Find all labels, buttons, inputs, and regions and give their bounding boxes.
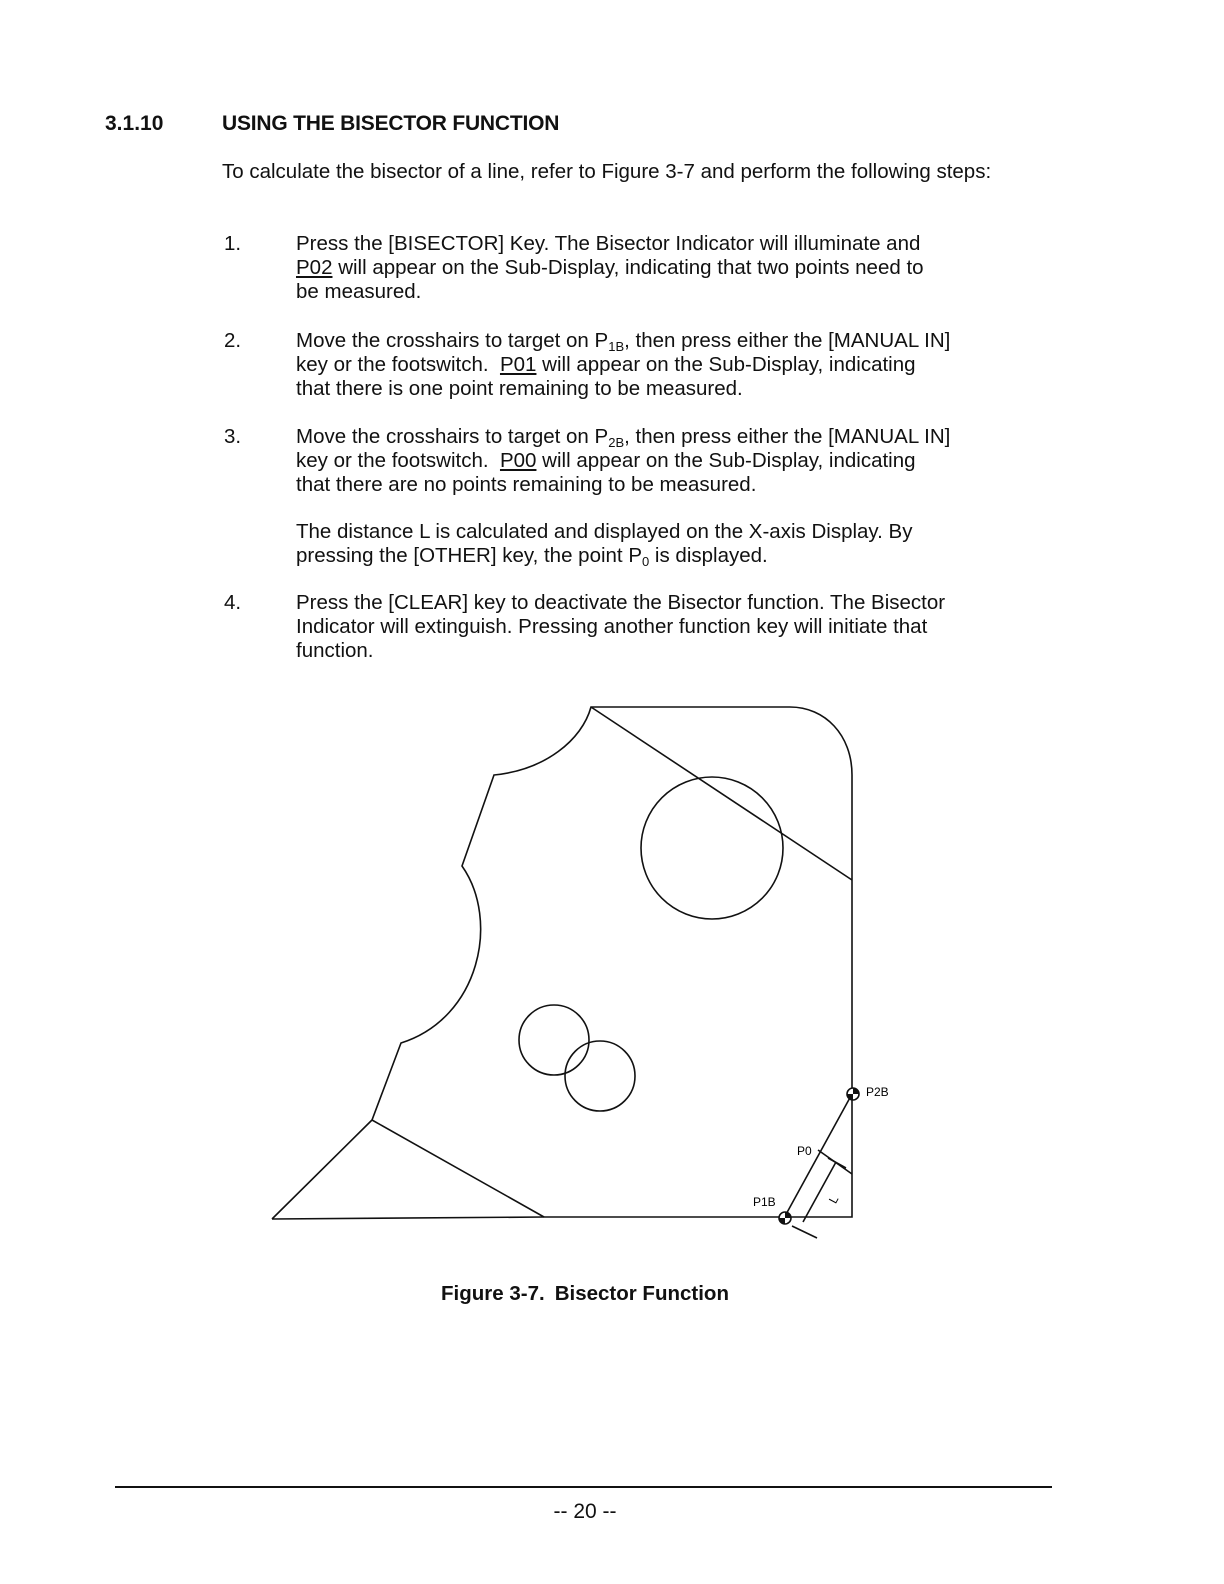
step-2-text <box>296 329 1056 401</box>
step-4-text <box>296 591 1056 663</box>
step-1-text <box>296 232 1056 304</box>
step-1-number: 1. <box>224 232 242 255</box>
step-1-line-3: be measured. <box>296 280 422 303</box>
step-2-line-1 <box>296 329 1056 353</box>
large-hole <box>641 777 783 919</box>
step-2-number: 2. <box>224 329 242 352</box>
note-line-1: The distance L is calculated and displayed on the X-axis Display. By <box>296 520 913 543</box>
step-1-line-2 <box>296 256 1056 280</box>
result-note <box>296 520 1056 568</box>
small-hole-right <box>565 1041 635 1111</box>
p2b-marker <box>847 1088 859 1100</box>
step-3-line-1-a: Move the crosshairs to target on P <box>296 425 609 448</box>
step-3-line-1-b: , then press either the [MANUAL IN] <box>624 425 951 448</box>
step-3-line-2-a: key or the footswitch. <box>296 449 489 472</box>
figure-title: Bisector Function <box>554 1282 729 1305</box>
step-3-line-2 <box>296 449 1056 473</box>
dimension-tick-bottom <box>792 1226 817 1238</box>
bisector-diagram <box>262 696 902 1256</box>
step-2-line-2-a: key or the footswitch. <box>296 353 489 376</box>
step-2-line-2-b: will appear on the Sub-Display, indicating <box>542 353 916 376</box>
p1b-marker <box>779 1212 791 1224</box>
footer-rule <box>115 1486 1052 1488</box>
step-3-line-3: that there are no points remaining to be measured. <box>296 473 757 496</box>
label-p0: P0 <box>797 1144 812 1158</box>
measured-line <box>784 1094 852 1218</box>
part-outline <box>272 707 852 1219</box>
section-number: 3.1.10 <box>105 112 164 135</box>
step-1-code: P02 <box>296 256 333 279</box>
step-3-text <box>296 425 1056 497</box>
step-2-subscript: 1B <box>608 339 625 354</box>
label-l: L <box>825 1193 842 1206</box>
step-2-line-1-a: Move the crosshairs to target on P <box>296 329 609 352</box>
small-hole-left <box>519 1005 589 1075</box>
step-1-line-1: Press the [BISECTOR] Key. The Bisector Indicator will illuminate and <box>296 232 921 255</box>
note-subscript: 0 <box>642 554 650 569</box>
step-3-line-1 <box>296 425 1056 449</box>
step-2-line-1-b: , then press either the [MANUAL IN] <box>624 329 951 352</box>
figure-caption <box>0 1282 1170 1306</box>
step-4-number: 4. <box>224 591 242 614</box>
lower-diagonal <box>372 1120 544 1217</box>
note-line-2-b: is displayed. <box>649 544 768 567</box>
step-4-line-1: Press the [CLEAR] key to deactivate the Bisector function. The Bisector <box>296 591 946 614</box>
step-4-line-3: function. <box>296 639 374 662</box>
label-p1b: P1B <box>753 1195 776 1209</box>
intro-paragraph: To calculate the bisector of a line, refer to Figure 3-7 and perform the following steps: <box>222 160 992 183</box>
step-3-code: P00 <box>499 449 537 472</box>
section-title: USING THE BISECTOR FUNCTION <box>222 112 560 135</box>
step-3-subscript: 2B <box>608 435 625 450</box>
top-diagonal <box>591 707 852 880</box>
step-2-code: P01 <box>499 353 537 376</box>
step-3-number: 3. <box>224 425 242 448</box>
dimension-line <box>803 1162 836 1222</box>
step-2-line-3: that there is one point remaining to be measured. <box>296 377 743 400</box>
note-line-2-a: pressing the [OTHER] key, the point P <box>296 544 642 567</box>
step-1-line-2-text: will appear on the Sub-Display, indicating that two points need to <box>338 256 924 279</box>
step-3-line-2-b: will appear on the Sub-Display, indicating <box>542 449 916 472</box>
figure-number: Figure 3-7. <box>441 1282 545 1305</box>
note-line-2 <box>296 544 1056 568</box>
step-4-line-2: Indicator will extinguish. Pressing another function key will initiate that <box>296 615 928 638</box>
step-2-line-2 <box>296 353 1056 377</box>
dimension-tick-top <box>828 1158 846 1168</box>
page-number: -- 20 -- <box>553 1500 617 1523</box>
label-p2b: P2B <box>866 1085 889 1099</box>
